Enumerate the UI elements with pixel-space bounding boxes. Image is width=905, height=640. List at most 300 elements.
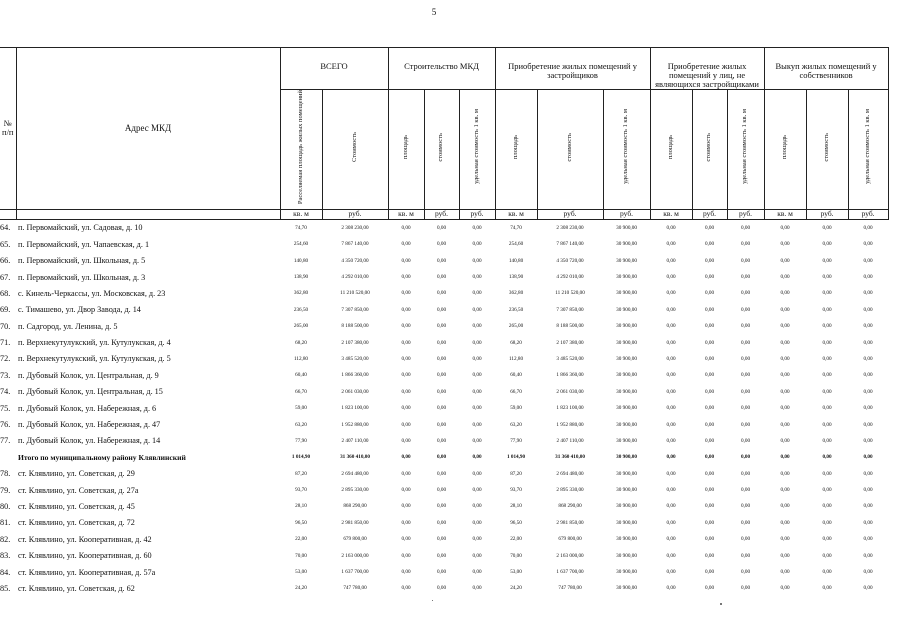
row-number: 65. — [0, 239, 11, 249]
row-value: 0,00 — [741, 569, 751, 576]
row-value: 0,00 — [704, 487, 715, 494]
row-value: 0,00 — [666, 421, 676, 428]
total-row — [0, 449, 888, 465]
row-value: 0,00 — [666, 454, 676, 461]
row-value: 93,70 — [295, 487, 307, 494]
row-value: 4 350 720,00 — [556, 257, 584, 264]
row-value: 265,00 — [293, 323, 309, 330]
row-value: 31 360 410,00 — [555, 454, 585, 461]
row-number: 76. — [0, 420, 11, 430]
row-value: 1 823 100,00 — [341, 405, 369, 412]
row-value: 0,00 — [822, 274, 832, 280]
row-value: 0,00 — [780, 437, 790, 444]
row-value: 68,20 — [510, 339, 522, 346]
row-value: 4 292 010,00 — [341, 274, 369, 280]
row-value: 30 900,00 — [616, 257, 637, 264]
row-value: 0,00 — [472, 454, 482, 461]
row-number: 79. — [0, 485, 11, 495]
row-value: 0,00 — [666, 323, 676, 330]
row-value: 0,00 — [401, 487, 411, 494]
row-value: 59,00 — [510, 405, 522, 412]
row-value: 30 900,00 — [616, 405, 637, 412]
row-value: 2 981 850,00 — [341, 519, 369, 526]
row-value: 138,90 — [508, 274, 524, 280]
row-value: 11 210 520,00 — [555, 290, 585, 297]
row-value: 7 867 140,00 — [556, 241, 584, 248]
row-value: 1 637 700,00 — [341, 569, 369, 576]
row-value: 0,00 — [704, 470, 715, 477]
row-value: 0,00 — [666, 257, 676, 264]
row-value: 0,00 — [472, 470, 482, 477]
row-value: 0,00 — [741, 421, 751, 428]
table-row — [0, 515, 888, 531]
row-value: 2 407 110,00 — [556, 437, 584, 444]
row-value: 0,00 — [741, 405, 751, 412]
subheader-cost: стоимость — [806, 89, 848, 209]
subheader-area: площадь — [764, 89, 806, 209]
row-value: 1 952 880,00 — [341, 421, 369, 428]
row-value: 138,90 — [293, 274, 309, 280]
row-value: 0,00 — [863, 569, 873, 576]
row-value: 96,50 — [295, 519, 307, 526]
row-value: 2 895 330,00 — [556, 487, 584, 494]
row-value: 0,00 — [863, 421, 873, 428]
row-address: ст. Клявлино, ул. Кооперативная, д. 42 — [18, 534, 152, 544]
subheader-unit-cost: удельная стоимость 1 кв. м — [848, 89, 888, 209]
row-value: 254,60 — [293, 241, 309, 248]
row-address: ст. Клявлино, ул. Советская, д. 45 — [18, 501, 135, 511]
row-number: 73. — [0, 370, 11, 380]
row-address: п. Первомайский, ул. Школьная, д. 3 — [18, 272, 146, 282]
row-value: 112,80 — [508, 355, 524, 362]
unit-cell: кв. м — [650, 209, 692, 219]
row-value: 0,00 — [822, 306, 832, 313]
table-row — [0, 302, 888, 318]
row-value: 0,00 — [704, 339, 715, 346]
row-value: 30 900,00 — [616, 274, 637, 280]
unit-cell: руб. — [806, 209, 848, 219]
row-value: 3 485 520,00 — [341, 355, 369, 362]
row-value: 0,00 — [863, 470, 873, 477]
row-value: 53,00 — [295, 569, 307, 576]
row-value: 1 637 700,00 — [556, 569, 584, 576]
row-value: 60,40 — [295, 372, 307, 379]
row-value: 96,50 — [510, 519, 522, 526]
row-value: 0,00 — [741, 323, 751, 330]
row-value: 0,00 — [863, 552, 873, 559]
row-value: 0,00 — [436, 224, 447, 231]
row-value: 0,00 — [436, 585, 447, 592]
row-value: 362,80 — [508, 290, 524, 297]
row-value: 0,00 — [780, 536, 790, 543]
row-value: 0,00 — [780, 405, 790, 412]
row-value: 0,00 — [822, 372, 832, 379]
row-value: 70,00 — [295, 552, 307, 559]
row-value: 0,00 — [401, 323, 411, 330]
row-value: 30 900,00 — [616, 487, 637, 494]
subheader-area-total: Расселяемая площадь жилых помещений — [280, 89, 322, 209]
row-value: 747 780,00 — [558, 585, 582, 592]
row-value: 0,00 — [401, 405, 411, 412]
row-value: 0,00 — [704, 569, 715, 576]
row-value: 0,00 — [741, 388, 751, 395]
row-value: 66,70 — [295, 388, 307, 395]
row-value: 4 292 010,00 — [556, 274, 584, 280]
row-value: 0,00 — [472, 421, 482, 428]
unit-cell: руб. — [537, 209, 603, 219]
row-value: 0,00 — [472, 552, 482, 559]
row-number: 70. — [0, 321, 11, 331]
row-value: 0,00 — [780, 421, 790, 428]
row-value: 0,00 — [741, 224, 751, 231]
table-row — [0, 466, 888, 482]
table-row — [0, 236, 888, 252]
total-label: Итого по муниципальному району Клявлинский — [18, 452, 186, 462]
row-value: 0,00 — [436, 323, 447, 330]
unit-cell: руб. — [424, 209, 459, 219]
table-row — [0, 384, 888, 400]
row-value: 22,00 — [295, 536, 307, 543]
row-value: 0,00 — [704, 224, 715, 231]
row-value: 0,00 — [666, 388, 676, 395]
row-value: 0,00 — [863, 388, 873, 395]
row-value: 0,00 — [436, 487, 447, 494]
row-value: 0,00 — [780, 388, 790, 395]
row-value: 0,00 — [863, 224, 873, 231]
row-value: 1 014,90 — [291, 454, 311, 461]
table-row — [0, 547, 888, 563]
row-value: 0,00 — [704, 274, 715, 280]
row-value: 0,00 — [666, 355, 676, 362]
header-group-construction: Строительство МКД — [388, 48, 495, 90]
row-value: 30 900,00 — [616, 503, 637, 510]
row-value: 0,00 — [822, 487, 832, 494]
row-value: 140,80 — [293, 257, 309, 264]
table-row — [0, 564, 888, 580]
row-value: 0,00 — [780, 569, 790, 576]
row-value: 0,00 — [863, 405, 873, 412]
row-value: 0,00 — [472, 274, 482, 280]
row-value: 77,90 — [295, 437, 307, 444]
unit-cell: руб. — [603, 209, 650, 219]
row-address: п. Верхнекутулукский, ул. Кутулукская, д. 4 — [18, 338, 171, 348]
row-value: 0,00 — [863, 454, 873, 461]
row-address: с. Тимашево, ул. Двор Завода, д. 14 — [18, 305, 141, 315]
row-value: 0,00 — [666, 519, 676, 526]
row-value: 24,20 — [510, 585, 522, 592]
row-value: 2 061 030,00 — [556, 388, 584, 395]
row-address: п. Дубовый Колок, ул. Набережная, д. 14 — [18, 436, 161, 446]
row-value: 0,00 — [780, 585, 790, 592]
row-value: 0,00 — [704, 454, 715, 461]
row-value: 679 800,00 — [558, 536, 582, 543]
row-value: 0,00 — [666, 241, 676, 248]
row-value: 0,00 — [472, 569, 482, 576]
row-value: 0,00 — [780, 339, 790, 346]
row-address: п. Садгород, ул. Ленина, д. 5 — [18, 321, 118, 331]
row-value: 30 900,00 — [616, 585, 637, 592]
row-value: 77,90 — [510, 437, 522, 444]
row-number: 67. — [0, 272, 11, 282]
row-value: 7 307 850,00 — [556, 306, 584, 313]
row-value: 74,70 — [510, 224, 522, 231]
row-value: 140,80 — [508, 257, 524, 264]
row-value: 0,00 — [472, 372, 482, 379]
row-value: 30 900,00 — [616, 372, 637, 379]
row-value: 0,00 — [666, 470, 676, 477]
row-value: 0,00 — [741, 241, 751, 248]
row-value: 93,70 — [510, 487, 522, 494]
row-value: 0,00 — [741, 290, 751, 297]
row-value: 0,00 — [863, 339, 873, 346]
row-value: 0,00 — [436, 274, 447, 280]
row-value: 0,00 — [741, 274, 751, 280]
row-value: 1 952 880,00 — [556, 421, 584, 428]
row-value: 70,00 — [510, 552, 522, 559]
row-value: 0,00 — [741, 487, 751, 494]
table-row — [0, 482, 888, 498]
row-number: 71. — [0, 338, 11, 348]
table-row — [0, 498, 888, 514]
resettlement-table — [0, 47, 889, 597]
row-value: 0,00 — [666, 552, 676, 559]
row-value: 0,00 — [704, 421, 715, 428]
row-value: 0,00 — [436, 536, 447, 543]
row-value: 30 900,00 — [616, 339, 637, 346]
row-value: 0,00 — [401, 388, 411, 395]
row-value: 0,00 — [822, 355, 832, 362]
row-number: 68. — [0, 288, 11, 298]
row-value: 0,00 — [666, 339, 676, 346]
subheader-area: площадь — [650, 89, 692, 209]
row-value: 0,00 — [780, 290, 790, 297]
row-value: 30 900,00 — [616, 355, 637, 362]
row-value: 0,00 — [741, 552, 751, 559]
table-row — [0, 351, 888, 367]
table-row — [0, 269, 888, 285]
page-number: 5 — [431, 7, 437, 17]
row-value: 87,20 — [295, 470, 307, 477]
row-value: 0,00 — [666, 437, 676, 444]
row-address: ст. Клявлино, ул. Советская, д. 72 — [18, 518, 135, 528]
units-row — [0, 209, 888, 219]
row-value: 679 800,00 — [343, 536, 367, 543]
row-value: 63,20 — [295, 421, 307, 428]
row-value: 2 163 000,00 — [341, 552, 369, 559]
row-value: 0,00 — [401, 274, 411, 280]
row-value: 0,00 — [780, 372, 790, 379]
row-number: 75. — [0, 403, 11, 413]
table-row — [0, 367, 888, 383]
row-value: 0,00 — [472, 487, 482, 494]
row-value: 0,00 — [401, 339, 411, 346]
row-value: 0,00 — [436, 421, 447, 428]
row-value: 0,00 — [741, 519, 751, 526]
row-value: 63,20 — [510, 421, 522, 428]
row-value: 0,00 — [741, 536, 751, 543]
row-value: 0,00 — [741, 306, 751, 313]
row-value: 0,00 — [704, 585, 715, 592]
row-value: 0,00 — [436, 503, 447, 510]
subheader-unit-cost: удельная стоимость 1 кв. м — [459, 89, 495, 209]
row-value: 0,00 — [741, 437, 751, 444]
row-value: 112,80 — [293, 355, 309, 362]
header-group-non-developers: Приобретение жилых помещений у лиц, не являющихся застройщиками — [650, 48, 764, 90]
row-value: 0,00 — [401, 503, 411, 510]
row-value: 1 823 100,00 — [556, 405, 584, 412]
row-value: 0,00 — [666, 585, 676, 592]
row-value: 0,00 — [780, 257, 790, 264]
row-value: 0,00 — [780, 274, 790, 280]
row-value: 0,00 — [822, 552, 832, 559]
row-value: 0,00 — [401, 372, 411, 379]
row-address: ст. Клявлино, ул. Кооперативная, д. 57а — [18, 567, 156, 577]
row-value: 11 210 520,00 — [340, 290, 370, 297]
row-number: 74. — [0, 387, 11, 397]
row-value: 0,00 — [436, 339, 447, 346]
row-number: 66. — [0, 256, 11, 266]
row-value: 0,00 — [741, 355, 751, 362]
row-value: 2 981 850,00 — [556, 519, 584, 526]
row-value: 0,00 — [863, 290, 873, 297]
row-value: 236,50 — [508, 306, 524, 313]
row-value: 0,00 — [822, 224, 832, 231]
row-value: 22,00 — [510, 536, 522, 543]
row-value: 7 307 850,00 — [341, 306, 369, 313]
row-value: 0,00 — [472, 339, 482, 346]
row-value: 0,00 — [704, 290, 715, 297]
row-value: 0,00 — [436, 454, 447, 461]
row-value: 1 866 360,00 — [556, 372, 584, 379]
row-value: 87,20 — [510, 470, 522, 477]
row-value: 2 694 480,00 — [341, 470, 369, 477]
row-address: п. Дубовый Колок, ул. Набережная, д. 6 — [18, 403, 157, 413]
row-value: 0,00 — [436, 569, 447, 576]
row-value: 236,50 — [293, 306, 309, 313]
row-value: 0,00 — [704, 503, 715, 510]
row-value: 0,00 — [780, 224, 790, 231]
row-value: 0,00 — [863, 355, 873, 362]
row-value: 1 014,90 — [506, 454, 526, 461]
row-value: 0,00 — [704, 552, 715, 559]
row-value: 0,00 — [666, 372, 676, 379]
scan-speck — [432, 600, 433, 601]
row-number: 69. — [0, 305, 11, 315]
unit-cell-empty — [16, 209, 280, 219]
row-value: 0,00 — [822, 503, 832, 510]
row-value: 0,00 — [741, 503, 751, 510]
unit-cell: руб. — [322, 209, 388, 219]
table-row — [0, 416, 888, 432]
row-value: 28,10 — [510, 503, 522, 510]
row-value: 0,00 — [401, 437, 411, 444]
row-number: 84. — [0, 567, 11, 577]
row-value: 0,00 — [472, 585, 482, 592]
row-value: 0,00 — [780, 487, 790, 494]
row-value: 0,00 — [780, 323, 790, 330]
row-value: 0,00 — [472, 503, 482, 510]
row-address: ст. Клявлино, ул. Советская, д. 62 — [18, 583, 135, 593]
row-value: 0,00 — [436, 306, 447, 313]
row-value: 0,00 — [822, 257, 832, 264]
subheader-cost: стоимость — [537, 89, 603, 209]
row-value: 0,00 — [863, 257, 873, 264]
row-value: 0,00 — [780, 241, 790, 248]
row-address: п. Первомайский, ул. Школьная, д. 5 — [18, 256, 146, 266]
row-value: 0,00 — [780, 552, 790, 559]
row-value: 30 900,00 — [616, 388, 637, 395]
row-value: 59,00 — [295, 405, 307, 412]
row-address: п. Дубовый Колок, ул. Центральная, д. 9 — [18, 370, 159, 380]
row-value: 0,00 — [741, 339, 751, 346]
table-row — [0, 219, 888, 236]
row-value: 0,00 — [741, 372, 751, 379]
row-value: 0,00 — [741, 454, 751, 461]
row-value: 30 900,00 — [616, 306, 637, 313]
row-value: 0,00 — [704, 241, 715, 248]
unit-cell: кв. м — [280, 209, 322, 219]
row-value: 0,00 — [863, 585, 873, 592]
row-value: 0,00 — [436, 290, 447, 297]
row-number — [0, 449, 16, 465]
row-value: 0,00 — [822, 536, 832, 543]
row-value: 0,00 — [401, 257, 411, 264]
row-value: 0,00 — [704, 306, 715, 313]
row-value: 0,00 — [704, 405, 715, 412]
row-value: 0,00 — [822, 569, 832, 576]
header-group-buyout: Выкуп жилых помещений у собственников — [764, 48, 888, 90]
row-value: 0,00 — [401, 536, 411, 543]
row-value: 0,00 — [666, 569, 676, 576]
row-value: 0,00 — [401, 585, 411, 592]
row-number: 78. — [0, 469, 11, 479]
row-value: 8 188 500,00 — [556, 323, 584, 330]
row-value: 2 895 330,00 — [341, 487, 369, 494]
row-value: 24,20 — [295, 585, 307, 592]
row-value: 0,00 — [472, 536, 482, 543]
row-value: 0,00 — [822, 241, 832, 248]
row-value: 0,00 — [780, 503, 790, 510]
row-value: 2 694 480,00 — [556, 470, 584, 477]
row-value: 0,00 — [436, 355, 447, 362]
row-value: 0,00 — [472, 323, 482, 330]
row-value: 0,00 — [666, 290, 676, 297]
row-address: ст. Клявлино, ул. Советская, д. 27а — [18, 485, 139, 495]
row-value: 0,00 — [741, 585, 751, 592]
row-value: 2 407 110,00 — [341, 437, 369, 444]
row-value: 0,00 — [401, 454, 411, 461]
unit-cell-empty — [0, 209, 16, 219]
row-value: 30 900,00 — [616, 323, 637, 330]
row-number: 85. — [0, 583, 11, 593]
row-value: 0,00 — [780, 306, 790, 313]
row-value: 0,00 — [863, 503, 873, 510]
table-row — [0, 334, 888, 350]
row-value: 31 360 410,00 — [340, 454, 370, 461]
row-value: 30 900,00 — [616, 421, 637, 428]
row-number: 83. — [0, 551, 11, 561]
header-group-total: ВСЕГО — [280, 48, 388, 90]
unit-cell: руб. — [848, 209, 888, 219]
row-value: 30 900,00 — [616, 552, 637, 559]
row-number: 80. — [0, 501, 11, 511]
row-address: ст. Клявлино, ул. Советская, д. 29 — [18, 469, 135, 479]
row-value: 0,00 — [401, 290, 411, 297]
row-value: 0,00 — [472, 388, 482, 395]
row-value: 0,00 — [472, 355, 482, 362]
row-value: 0,00 — [863, 372, 873, 379]
row-value: 0,00 — [472, 224, 482, 231]
